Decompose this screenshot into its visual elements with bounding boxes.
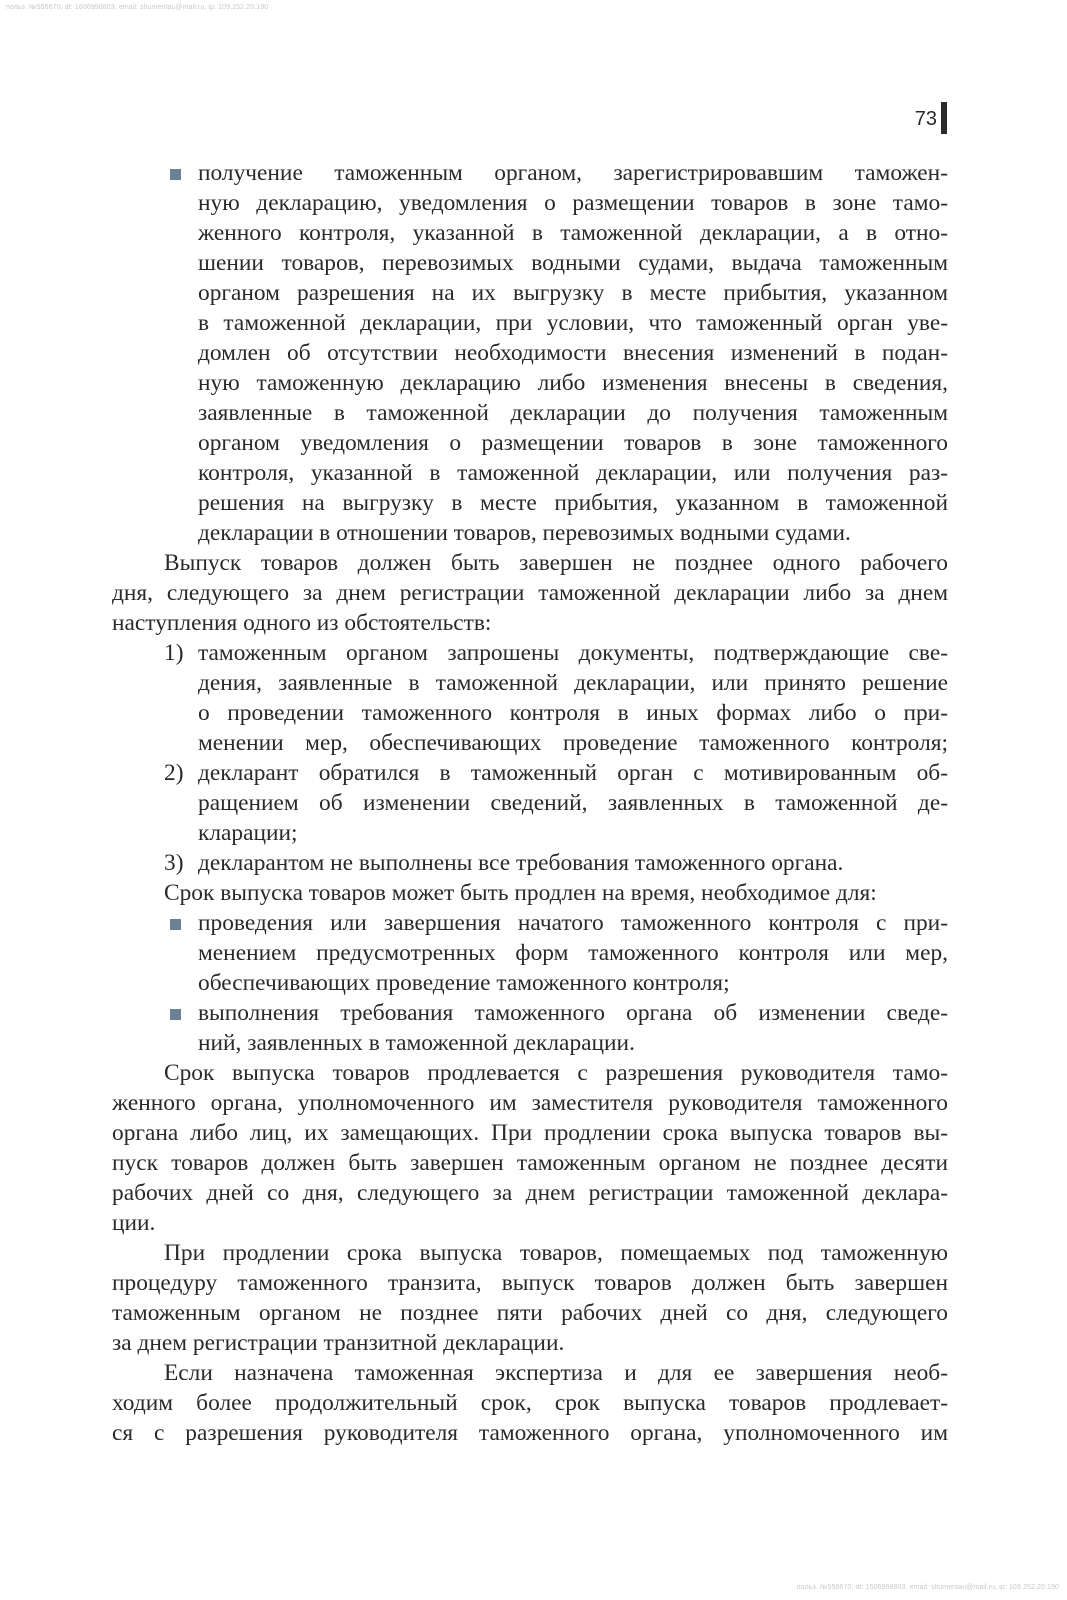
list-number: 2) bbox=[164, 760, 184, 786]
text-line: о проведении таможенного контроля в иных формах либо о при- bbox=[198, 700, 948, 726]
page-number-bar bbox=[941, 102, 947, 134]
watermark-bottom: польз. №556670, dt: 1606998803, email: sltumentau@mail.ru, ip: 109.252.20.190 bbox=[796, 1584, 1059, 1591]
bullet-item bbox=[112, 908, 948, 998]
list-number: 1) bbox=[164, 640, 184, 666]
text-line: обеспечивающих проведение таможенного контроля; bbox=[198, 970, 730, 996]
text-line: выполнения требования таможенного органа об изменении сведе- bbox=[198, 1000, 948, 1026]
text-line: таможенным органом не позднее пяти рабочих дней со дня, следующего bbox=[112, 1300, 948, 1326]
text-line: менением предусмотренных форм таможенного контроля или мер, bbox=[198, 940, 948, 966]
text-line: получение таможенным органом, зарегистрировавшим таможен- bbox=[198, 160, 948, 186]
text-line: органом уведомления о размещении товаров в зоне таможенного bbox=[198, 430, 948, 456]
paragraph bbox=[112, 548, 948, 638]
list-number: 3) bbox=[164, 850, 184, 876]
paragraph bbox=[112, 1238, 948, 1358]
text-line: Выпуск товаров должен быть завершен не позднее одного рабочего bbox=[164, 550, 948, 576]
text-line: декларантом не выполнены все требования таможенного органа. bbox=[198, 850, 844, 876]
text-line: процедуру таможенного транзита, выпуск товаров должен быть завершен bbox=[112, 1270, 948, 1296]
square-bullet-icon bbox=[170, 919, 181, 930]
text-line: дения, заявленные в таможенной декларации, или принято решение bbox=[198, 670, 948, 696]
text-line: декларант обратился в таможенный орган с мотивированным об- bbox=[198, 760, 948, 786]
page-body bbox=[112, 158, 948, 1448]
text-line: пуск товаров должен быть завершен таможенным органом не позднее десяти bbox=[112, 1150, 948, 1176]
text-line: заявленные в таможенной декларации до получения таможенным bbox=[198, 400, 948, 426]
paragraph bbox=[112, 1358, 948, 1448]
numbered-item bbox=[112, 758, 948, 848]
text-line: Срок выпуска товаров может быть продлен на время, необходимое для: bbox=[164, 880, 877, 906]
text-line: ся с разрешения руководителя таможенного органа, уполномоченного им bbox=[112, 1420, 948, 1446]
numbered-item bbox=[112, 638, 948, 758]
text-line: дня, следующего за днем регистрации таможенной декларации либо за днем bbox=[112, 580, 948, 606]
text-line: контроля, указанной в таможенной декларации, или получения раз- bbox=[198, 460, 948, 486]
text-line: рабочих дней со дня, следующего за днем регистрации таможенной деклара- bbox=[112, 1180, 948, 1206]
text-line: проведения или завершения начатого таможенного контроля с при- bbox=[198, 910, 948, 936]
square-bullet-icon bbox=[170, 1009, 181, 1020]
text-line: ную декларацию, уведомления о размещении товаров в зоне тамо- bbox=[198, 190, 948, 216]
text-line: ции. bbox=[112, 1210, 156, 1236]
text-line: менении мер, обеспечивающих проведение таможенного контроля; bbox=[198, 730, 948, 756]
paragraph bbox=[112, 878, 948, 908]
text-line: ний, заявленных в таможенной декларации. bbox=[198, 1030, 635, 1056]
text-line: При продлении срока выпуска товаров, помещаемых под таможенную bbox=[164, 1240, 948, 1266]
text-line: шении товаров, перевозимых водными судами, выдача таможенным bbox=[198, 250, 948, 276]
text-line: за днем регистрации транзитной декларации. bbox=[112, 1330, 565, 1356]
text-line: ходим более продолжительный срок, срок выпуска товаров продлевает- bbox=[112, 1390, 948, 1416]
text-line: женного контроля, указанной в таможенной декларации, а в отно- bbox=[198, 220, 948, 246]
text-line: решения на выгрузку в месте прибытия, указанном в таможенной bbox=[198, 490, 948, 516]
text-line: Срок выпуска товаров продлевается с разрешения руководителя тамо- bbox=[164, 1060, 948, 1086]
text-line: в таможенной декларации, при условии, что таможенный орган уве- bbox=[198, 310, 948, 336]
text-line: домлен об отсутствии необходимости внесения изменений в подан- bbox=[198, 340, 948, 366]
bullet-item bbox=[112, 998, 948, 1058]
page-number: 73 bbox=[914, 108, 937, 130]
square-bullet-icon bbox=[170, 169, 181, 180]
bullet-item bbox=[112, 158, 948, 548]
text-line: Если назначена таможенная экспертиза и для ее завершения необ- bbox=[164, 1360, 948, 1386]
text-line: наступления одного из обстоятельств: bbox=[112, 610, 492, 636]
watermark-top: польз. №556670, dt: 1606998803, email: sltumentau@mail.ru, ip: 109.252.20.190 bbox=[6, 4, 269, 11]
numbered-item bbox=[112, 848, 948, 878]
text-line: органа либо лиц, их замещающих. При продлении срока выпуска товаров вы- bbox=[112, 1120, 948, 1146]
text-line: ную таможенную декларацию либо изменения внесены в сведения, bbox=[198, 370, 948, 396]
text-line: женного органа, уполномоченного им заместителя руководителя таможенного bbox=[112, 1090, 948, 1116]
text-line: ращением об изменении сведений, заявленных в таможенной де- bbox=[198, 790, 948, 816]
text-line: декларации в отношении товаров, перевозимых водными судами. bbox=[198, 520, 851, 546]
text-line: органом разрешения на их выгрузку в месте прибытия, указанном bbox=[198, 280, 948, 306]
text-line: таможенным органом запрошены документы, подтверждающие све- bbox=[198, 640, 948, 666]
paragraph bbox=[112, 1058, 948, 1238]
text-line: кларации; bbox=[198, 820, 298, 846]
